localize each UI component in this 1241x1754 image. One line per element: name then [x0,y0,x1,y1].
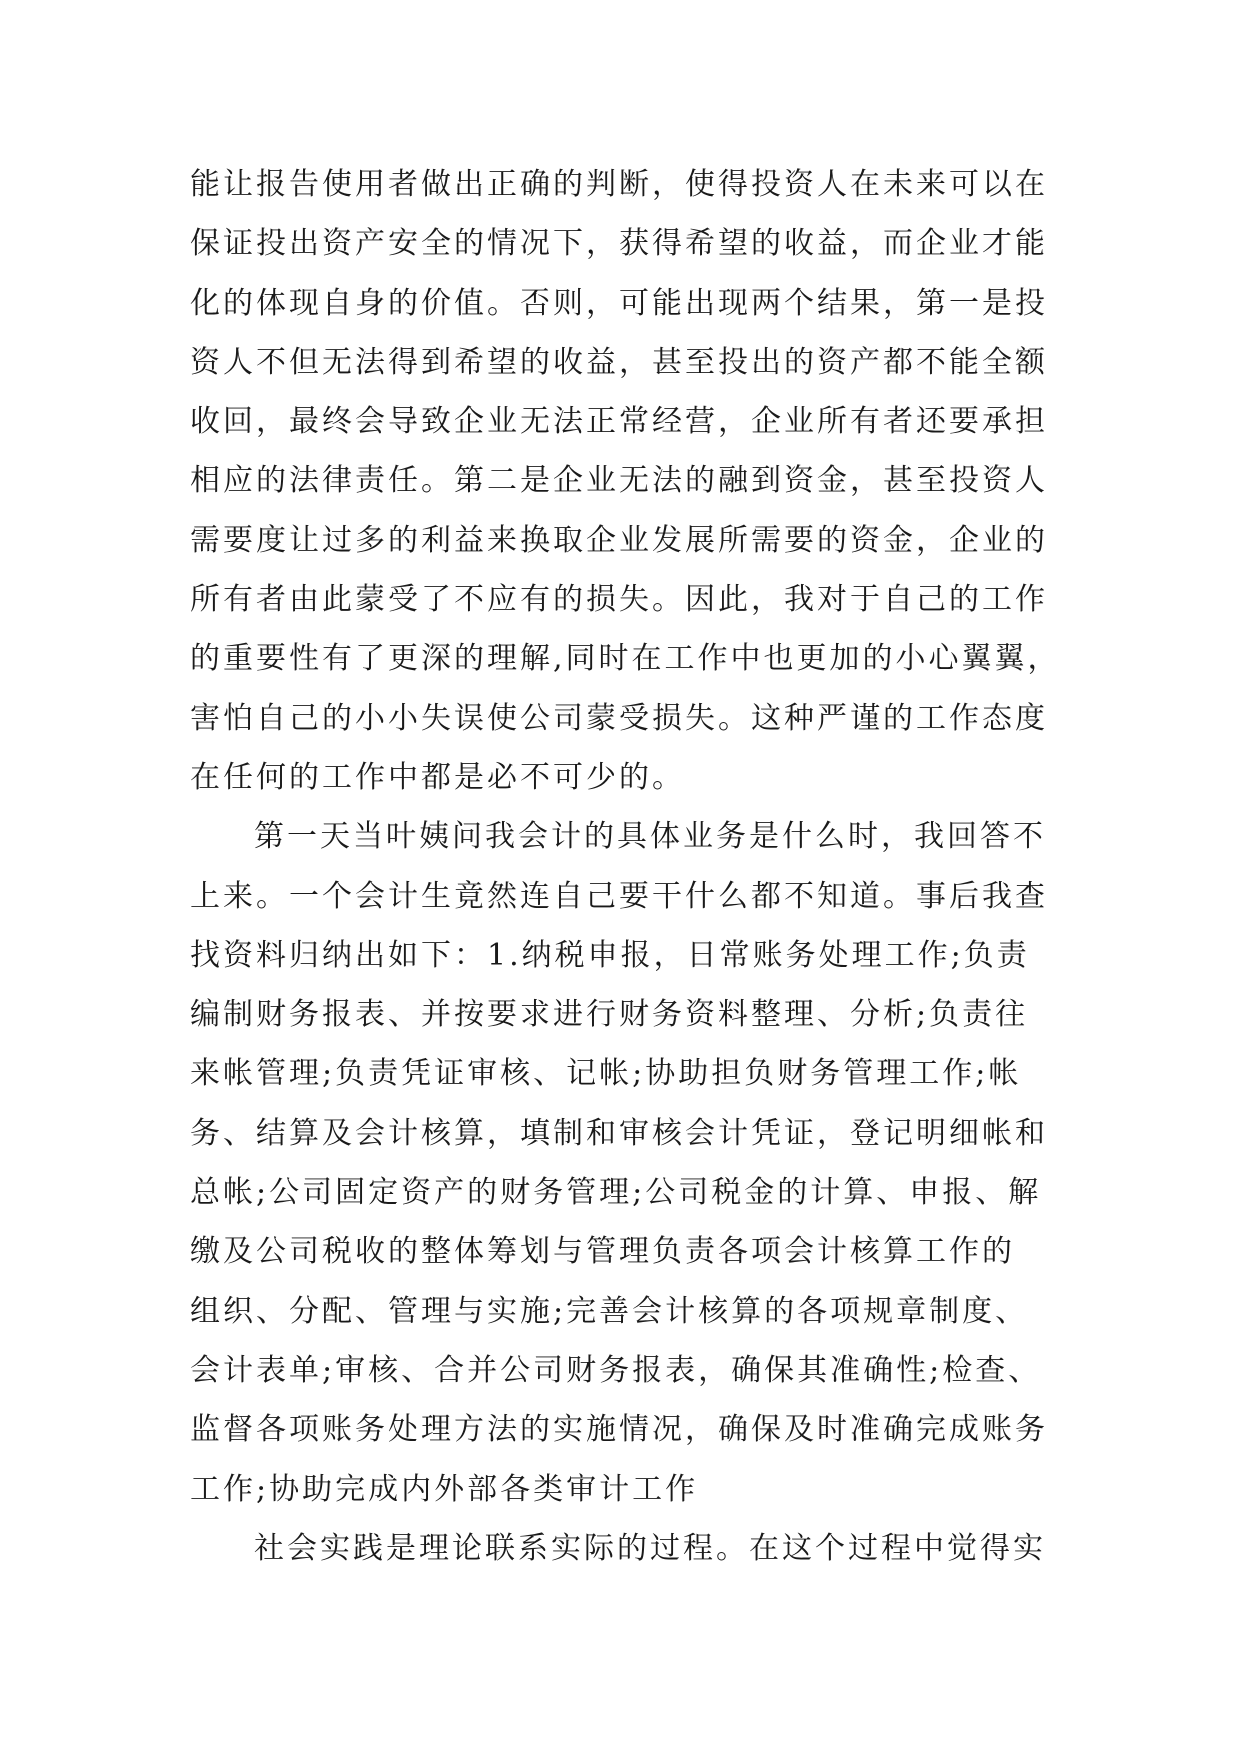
text-line: 总帐;公司固定资产的财务管理;公司税金的计算、申报、解 [190,1175,1042,1211]
text-line: 上来。一个会计生竟然连自己要干什么都不知道。事后我查 [190,878,1048,914]
text-line: 收回，最终会导致企业无法正常经营，企业所有者还要承担 [190,404,1048,440]
text-line: 资人不但无法得到希望的收益，甚至投出的资产都不能全额 [190,344,1048,380]
body-text [190,155,1070,1578]
text-line: 缴及公司税收的整体筹划与管理负责各项会计核算工作的 [190,1234,1015,1270]
text-line: 需要度让过多的利益来换取企业发展所需要的资金，企业的 [190,522,1048,558]
text-line: 工作;协助完成内外部各类审计工作 [190,1471,699,1507]
text-line: 务、结算及会计核算，填制和审核会计凭证，登记明细帐和 [190,1115,1048,1151]
text-line: 在任何的工作中都是必不可少的。 [190,759,685,795]
text-line: 组织、分配、管理与实施;完善会计核算的各项规章制度、 [190,1293,1029,1329]
text-line: 找资料归纳出如下：1.纳税申报，日常账务处理工作;负责 [190,937,1030,973]
paragraph-start-line: 第一天当叶姨问我会计的具体业务是什么时，我回答不 [254,819,1046,855]
text-line: 编制财务报表、并按要求进行财务资料整理、分析;负责往 [190,997,1029,1033]
text-line: 能让报告使用者做出正确的判断，使得投资人在未来可以在 [190,167,1048,202]
text-line: 的重要性有了更深的理解,同时在工作中也更加的小心翼翼， [190,641,1061,677]
paragraph-start-line: 社会实践是理论联系实际的过程。在这个过程中觉得实 [254,1530,1046,1566]
text-line: 化的体现自身的价值。否则，可能出现两个结果，第一是投 [190,285,1048,321]
text-line: 相应的法律责任。第二是企业无法的融到资金，甚至投资人 [190,463,1048,499]
text-line: 来帐管理;负责凭证审核、记帐;协助担负财务管理工作;帐 [190,1056,1022,1092]
text-line: 保证投出资产安全的情况下，获得希望的收益，而企业才能 [190,226,1048,262]
text-line: 监督各项账务处理方法的实施情况，确保及时准确完成账务 [190,1412,1048,1448]
text-line: 所有者由此蒙受了不应有的损失。因此，我对于自己的工作 [190,582,1048,618]
text-line: 会计表单;审核、合并公司财务报表，确保其准确性;检查、 [190,1352,1042,1388]
text-line: 害怕自己的小小失误使公司蒙受损失。这种严谨的工作态度 [190,700,1048,736]
